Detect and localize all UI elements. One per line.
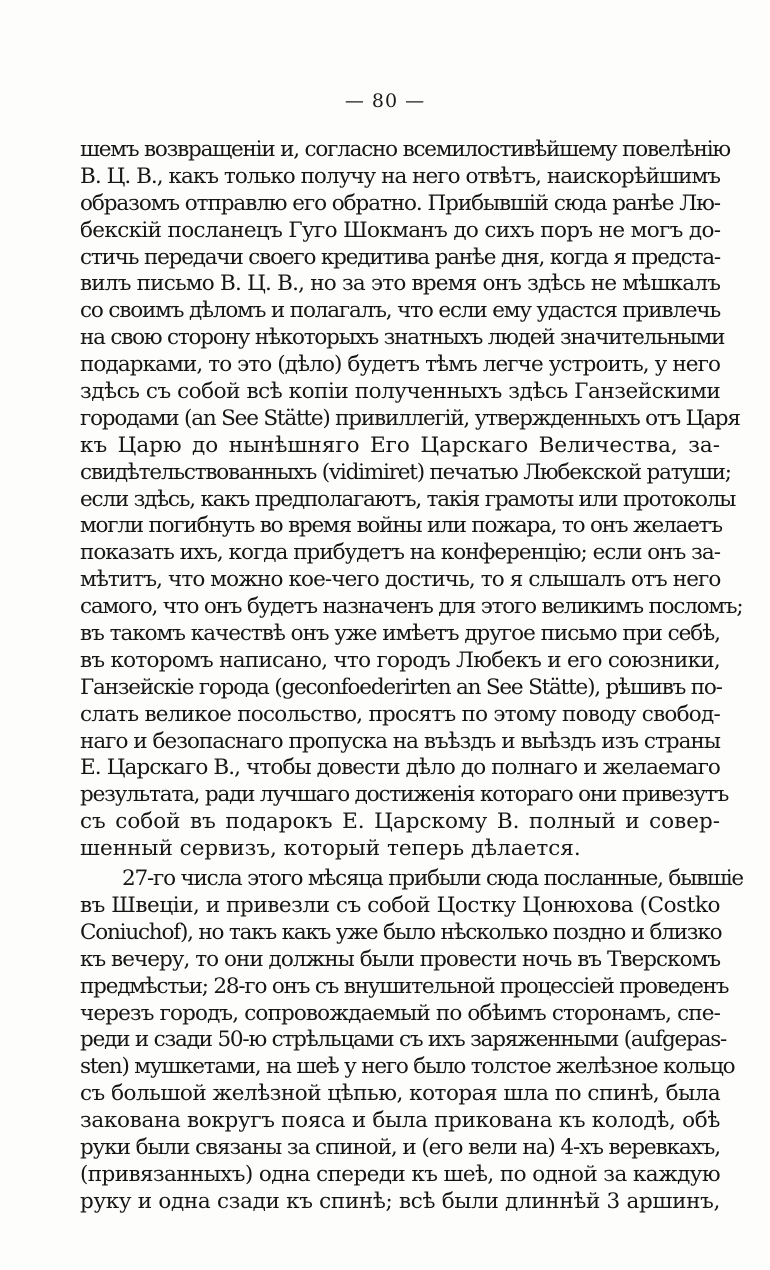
text-line: показать ихъ, когда прибудетъ на конференцію; если онъ за- bbox=[80, 540, 720, 566]
text-line: бекскій посланецъ Гуго Шокманъ до сихъ поръ не могъ до- bbox=[80, 217, 721, 243]
text-line: шемъ возвращеніи и, согласно всемилостивѣйшему повелѣнію bbox=[80, 137, 730, 162]
paragraph-2 bbox=[80, 866, 743, 1216]
text-line: Ганзейскіе города (geconfoederirten an See Stätte), рѣшивъ по- bbox=[80, 674, 722, 700]
text-line: къ Царю до нынѣшняго Его Царскаго Величества, за- bbox=[80, 432, 720, 458]
text-line: sten) мушкетами, на шеѣ у него было толстое желѣзное кольцо bbox=[80, 1054, 735, 1080]
text-line: Е. Царскаго В., чтобы довести дѣло до полнаго и желаемаго bbox=[80, 755, 720, 781]
text-line: шенный сервизъ, который теперь дѣлается. bbox=[80, 836, 581, 862]
text-line: подарками, то это (дѣло) будетъ тѣмъ легче устроить, у него bbox=[80, 352, 721, 378]
page-number: — 80 — bbox=[344, 90, 426, 112]
text-line: къ вечеру, то они должны были провести ночь въ Тверскомъ bbox=[80, 946, 721, 972]
text-line: черезъ городъ, сопровождаемый по обѣимъ сторонамъ, спе- bbox=[80, 1000, 720, 1026]
text-line: съ собой въ подарокъ Е. Царскому В. полный и совер- bbox=[80, 809, 720, 835]
text-line: въ такомъ качествѣ онъ уже имѣетъ другое письмо при себѣ, bbox=[80, 621, 720, 647]
text-line: образомъ отправлю его обратно. Прибывшій сюда ранѣе Лю- bbox=[80, 190, 720, 216]
text-line: вилъ письмо В. Ц. В., но за это время онъ здѣсь не мѣшкалъ bbox=[80, 271, 721, 297]
text-line: руки были связаны за спиной, и (его вели на) 4-хъ веревкахъ, bbox=[80, 1134, 721, 1160]
text-line: реди и сзади 50-ю стрѣльцами съ ихъ заряженными (aufgepas- bbox=[80, 1027, 727, 1053]
text-line: результата, ради лучшаго достиженія котораго они привезутъ bbox=[80, 782, 729, 808]
text-line: Coniuchof), но такъ какъ уже было нѣсколько поздно и близко bbox=[80, 919, 722, 945]
text-line: предмѣстьи; 28-го онъ съ внушительной процессіей проведенъ bbox=[80, 973, 729, 999]
text-line: на свою сторону нѣкоторыхъ знатныхъ людей значительными bbox=[80, 325, 725, 351]
text-line: мѣтитъ, что можно кое-чего достичь, то я слышалъ отъ него bbox=[80, 567, 721, 593]
text-line: со своимъ дѣломъ и полагалъ, что если ему удастся привлечь bbox=[80, 298, 720, 324]
text-line: городами (an See Stätte) привиллегій, утвержденныхъ отъ Царя bbox=[80, 405, 740, 431]
text-line: 27-го числа этого мѣсяца прибыли сюда посланные, бывшіе bbox=[122, 866, 743, 892]
text-line: здѣсь съ собой всѣ копіи полученныхъ здѣсь Ганзейскими bbox=[80, 379, 721, 405]
text-line: руку и одна сзади къ спинѣ; всѣ были длиннѣй 3 аршинъ, bbox=[80, 1188, 720, 1214]
text-line: въ Швеціи, и привезли съ собой Цостку Цонюхова (Costko bbox=[80, 892, 720, 918]
text-line: свидѣтельствованныхъ (vidimiret) печатью Любекской ратуши; bbox=[80, 459, 731, 485]
text-line: съ большой желѣзной цѣпью, которая шла по спинѣ, была bbox=[80, 1081, 721, 1107]
paragraph-1 bbox=[80, 137, 743, 863]
text-line: если здѣсь, какъ предполагаютъ, такія грамоты или протоколы bbox=[80, 486, 736, 512]
text-body bbox=[80, 137, 743, 1216]
text-line: наго и безопаснаго пропуска на въѣздъ и выѣздъ изъ страны bbox=[80, 728, 720, 754]
text-line: (привязанныхъ) одна спереди къ шеѣ, по одной за каждую bbox=[80, 1161, 720, 1187]
text-line: могли погибнуть во время войны или пожара, то онъ желаетъ bbox=[80, 513, 722, 539]
text-line: закована вокругъ пояса и была прикована къ колодѣ, обѣ bbox=[80, 1108, 720, 1134]
text-line: В. Ц. В., какъ только получу на него отвѣтъ, наискорѣйшимъ bbox=[80, 163, 720, 189]
text-line: самого, что онъ будетъ назначенъ для этого великимъ посломъ; bbox=[80, 594, 743, 620]
text-line: слать великое посольство, просятъ по этому поводу свобод- bbox=[80, 701, 720, 727]
text-line: стичь передачи своего кредитива ранѣе дня, когда я предста- bbox=[80, 244, 720, 270]
text-line: въ которомъ написано, что городъ Любекъ и его союзники, bbox=[80, 647, 720, 673]
